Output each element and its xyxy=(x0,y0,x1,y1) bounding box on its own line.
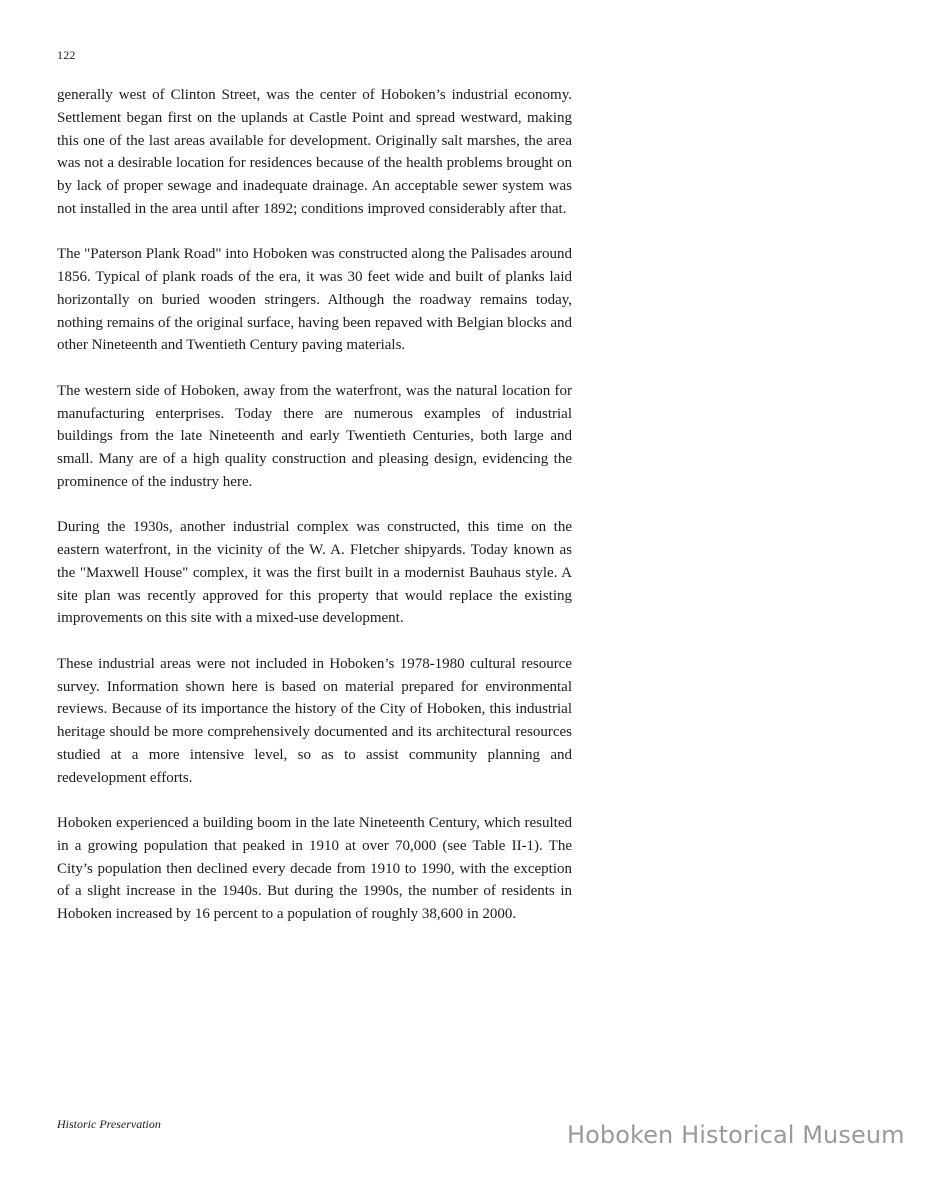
museum-watermark: Hoboken Historical Museum xyxy=(567,1121,905,1149)
paragraph-population: Hoboken experienced a building boom in the late Nineteenth Century, which resulted in a growing population that peaked in 1910 at over 70,000 (see Table II-1). The City’s population then declined every decade from 1910 to 1990, with the exception of a slight increase in the 1940s. But during the 1990s, the number of residents in Hoboken increased by 16 percent to a population of roughly 38,600 in 2000. xyxy=(57,815,572,923)
body-text xyxy=(57,84,572,949)
paragraph-plank-road: The "Paterson Plank Road" into Hoboken was constructed along the Palisades around 1856. Typical of plank roads of the era, it was 30 feet wide and built of planks laid horizontally on buried wooden stringers. Although the roadway remains today, nothing remains of the original surface, having been repaved with Belgian blocks and other Nineteenth and Twentieth Century paving materials. xyxy=(57,246,572,354)
paragraph-industrial-center: generally west of Clinton Street, was the center of Hoboken’s industrial economy. Settlement began first on the uplands at Castle Point and spread westward, making this one of the last areas available for development. Originally salt marshes, the area was not a desirable location for residences because of the health problems brought on by lack of proper sewage and inadequate drainage. An acceptable sewer system was not installed in the area until after 1892; conditions improved considerably after that. xyxy=(57,87,572,217)
paragraph-western-side: The western side of Hoboken, away from the waterfront, was the natural location for manufacturing enterprises. Today there are numerous examples of industrial buildings from the late Nineteenth and early Twentieth Centuries, both large and small. Many are of a high quality construction and pleasing design, evidencing the prominence of the industry here. xyxy=(57,382,572,490)
page-number: 122 xyxy=(57,48,76,62)
paragraph-survey: These industrial areas were not included in Hoboken’s 1978-1980 cultural resource survey. Information shown here is based on material prepared for environmental reviews. Because of its importance the history of the City of Hoboken, this industrial heritage should be more comprehensively documented and its architectural resources studied at a more intensive level, so as to assist community planning and redevelopment efforts. xyxy=(57,655,572,786)
paragraph-1930s-complex: During the 1930s, another industrial complex was constructed, this time on the eastern waterfront, in the vicinity of the W. A. Fletcher shipyards. Today known as the "Maxwell House" complex, it was the first built in a modernist Bauhaus style. A site plan was recently approved for this property that would replace the existing improvements on this site with a mixed-use development. xyxy=(57,519,572,627)
footer-section-label: Historic Preservation xyxy=(57,1117,161,1131)
